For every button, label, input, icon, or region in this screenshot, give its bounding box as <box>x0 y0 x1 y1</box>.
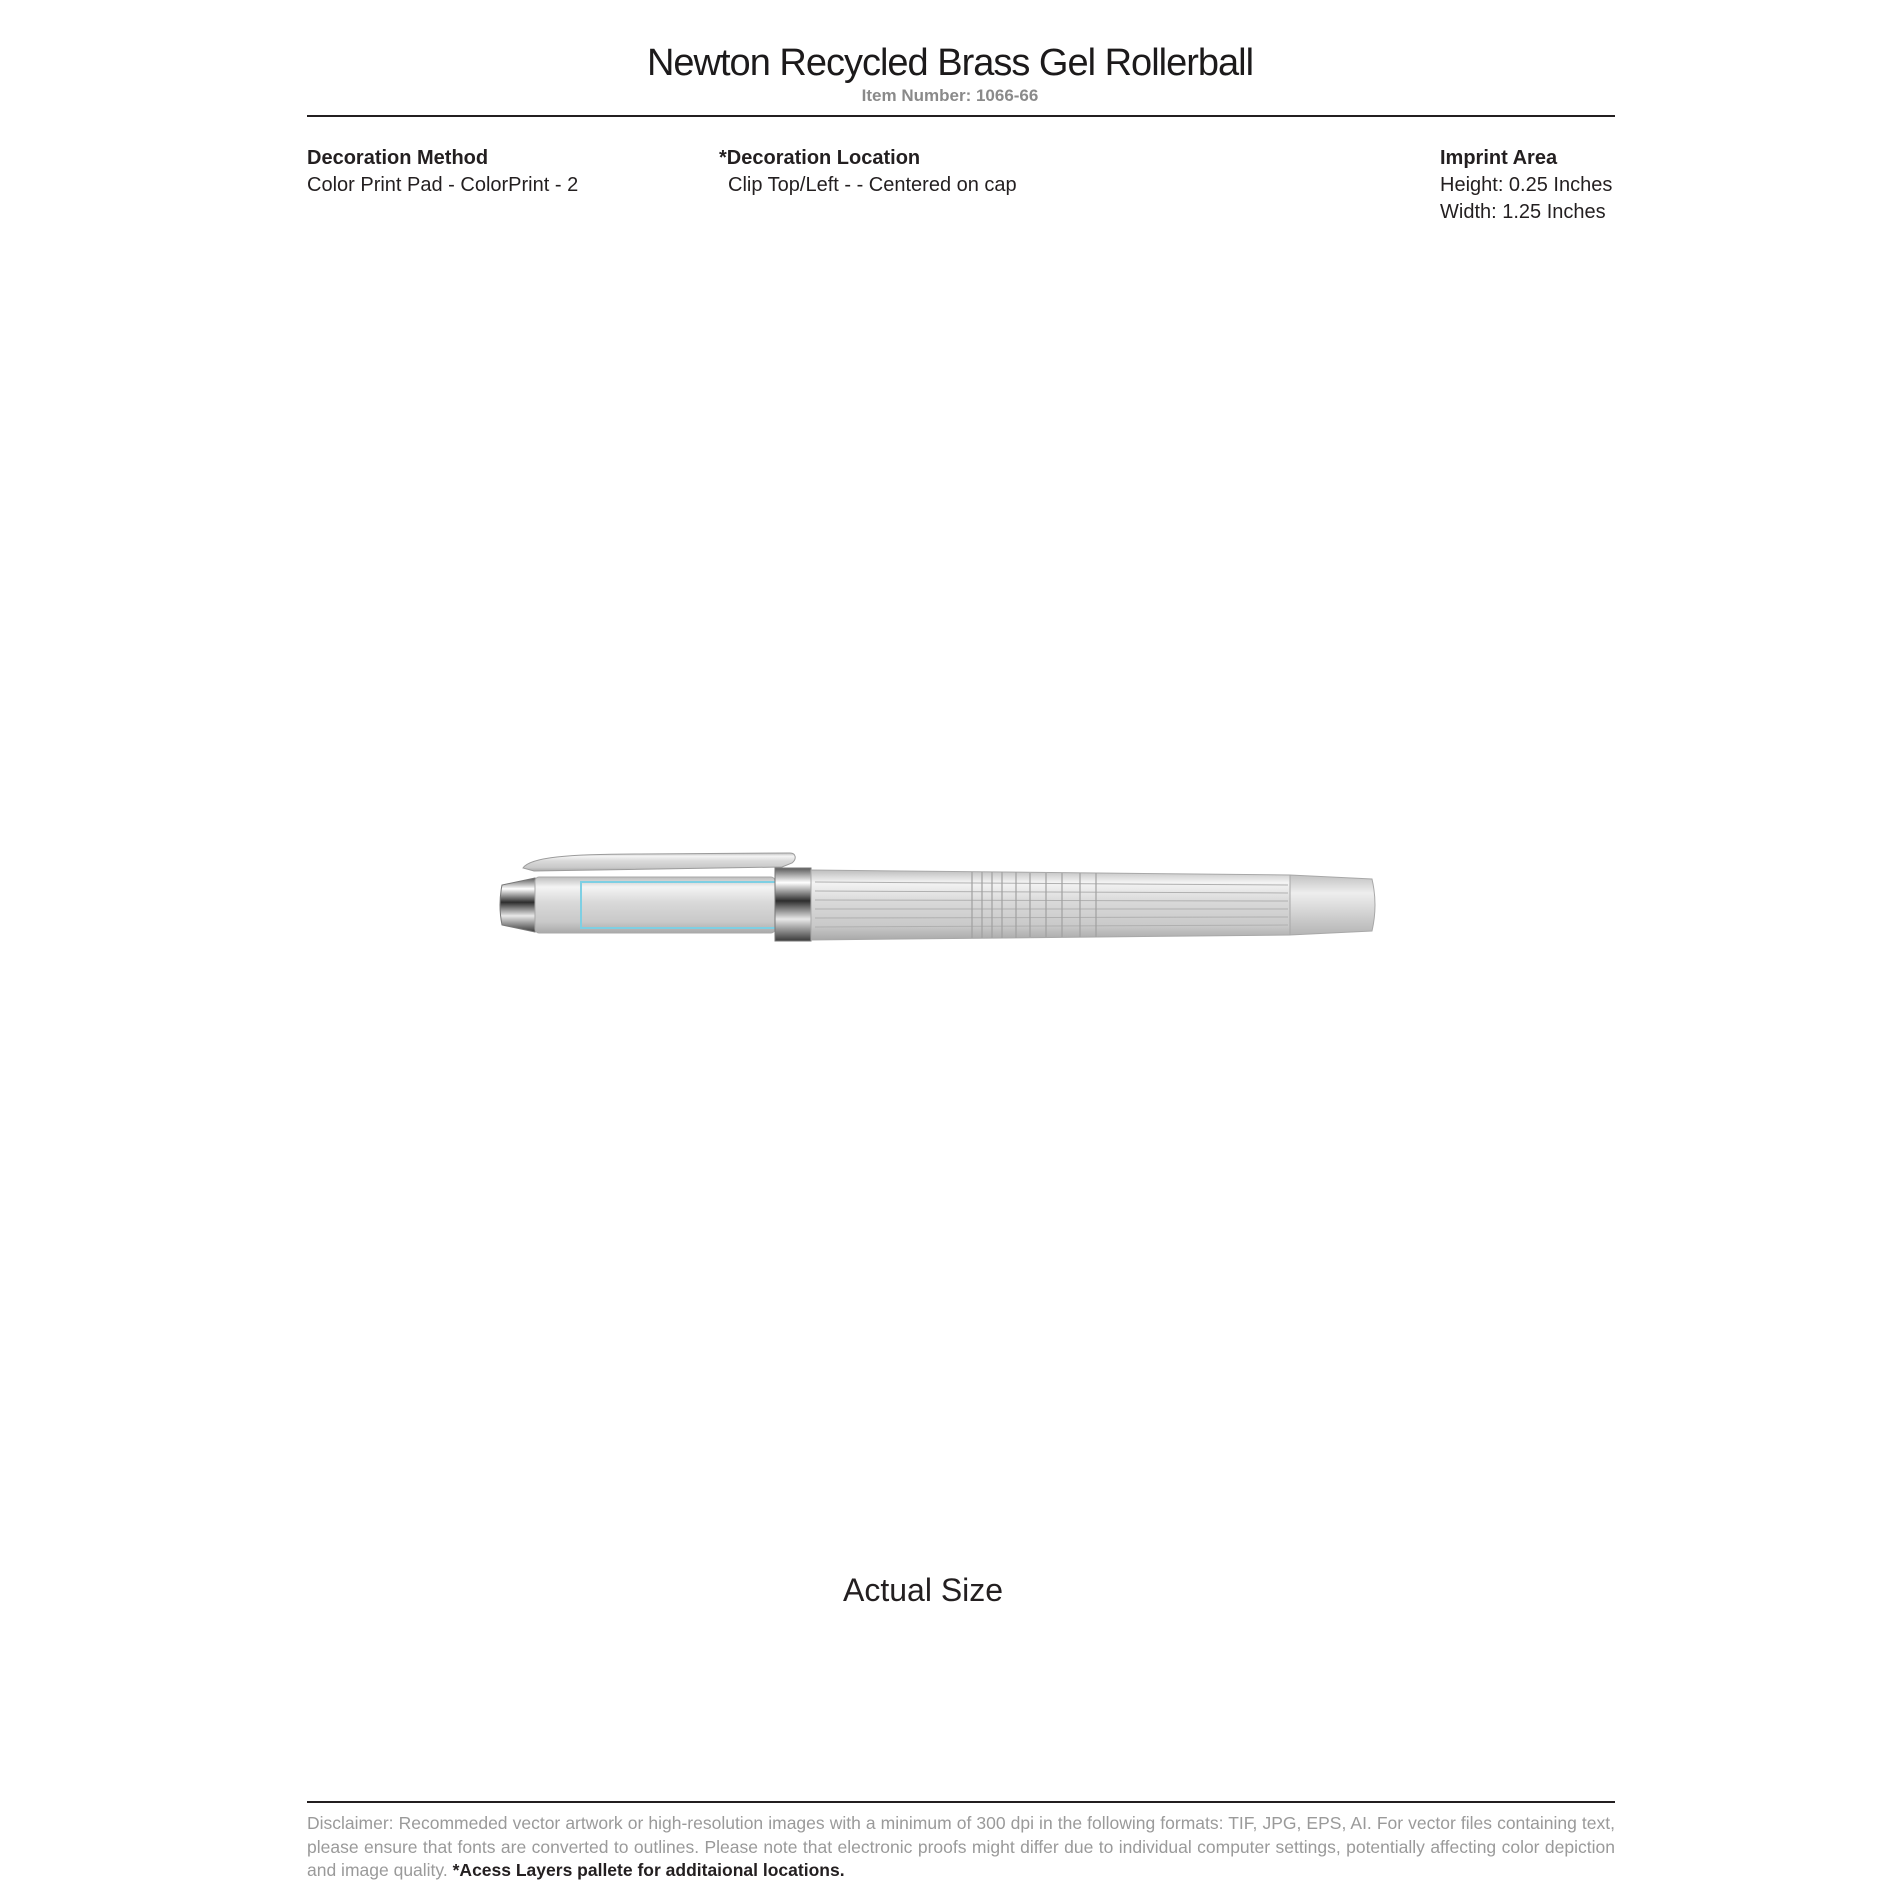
decoration-location-label: *Decoration Location <box>719 147 921 169</box>
decoration-location-section <box>719 145 1017 199</box>
pen-center-band <box>775 868 811 941</box>
rollerball-pen-illustration <box>490 835 1390 955</box>
pen-tip <box>1290 875 1375 935</box>
pen-image <box>490 835 1390 955</box>
decoration-method-value: Color Print Pad - ColorPrint - 2 <box>307 174 579 196</box>
pen-end-cap <box>500 878 535 932</box>
pen-barrel <box>811 870 1290 940</box>
decoration-method-section <box>307 145 578 199</box>
disclaimer <box>307 1812 1615 1883</box>
product-title: Newton Recycled Brass Gel Rollerball <box>646 42 1254 84</box>
layers-note: *Acess Layers pallete for additaional locations. <box>452 1860 845 1880</box>
imprint-area-label: Imprint Area <box>1440 147 1558 169</box>
decoration-method-label: Decoration Method <box>307 147 489 169</box>
pen-clip <box>523 853 795 871</box>
imprint-width: Width: 1.25 Inches <box>1440 201 1606 223</box>
header-divider <box>307 115 1615 117</box>
imprint-height: Height: 0.25 Inches <box>1440 174 1613 196</box>
footer-divider <box>307 1801 1615 1803</box>
item-number: Item Number: 1066-66 <box>861 86 1039 105</box>
decoration-location-value: Clip Top/Left - - Centered on cap <box>728 174 1017 196</box>
disclaimer-text: Disclaimer: Recommeded vector artwork or high-resolution images with a minimum of 300 dpi in the following formats: TIF, JPG, EPS, AI. For vector files containing text, please ensure that fonts are converted to outlines. Please note that electronic proofs might differ due to individual computer settings, potentially affecting color depiction and image quality. <box>307 1813 1615 1880</box>
pen-cap <box>535 877 775 933</box>
imprint-area-section <box>1440 145 1612 226</box>
actual-size-caption: Actual Size <box>843 1572 1004 1608</box>
